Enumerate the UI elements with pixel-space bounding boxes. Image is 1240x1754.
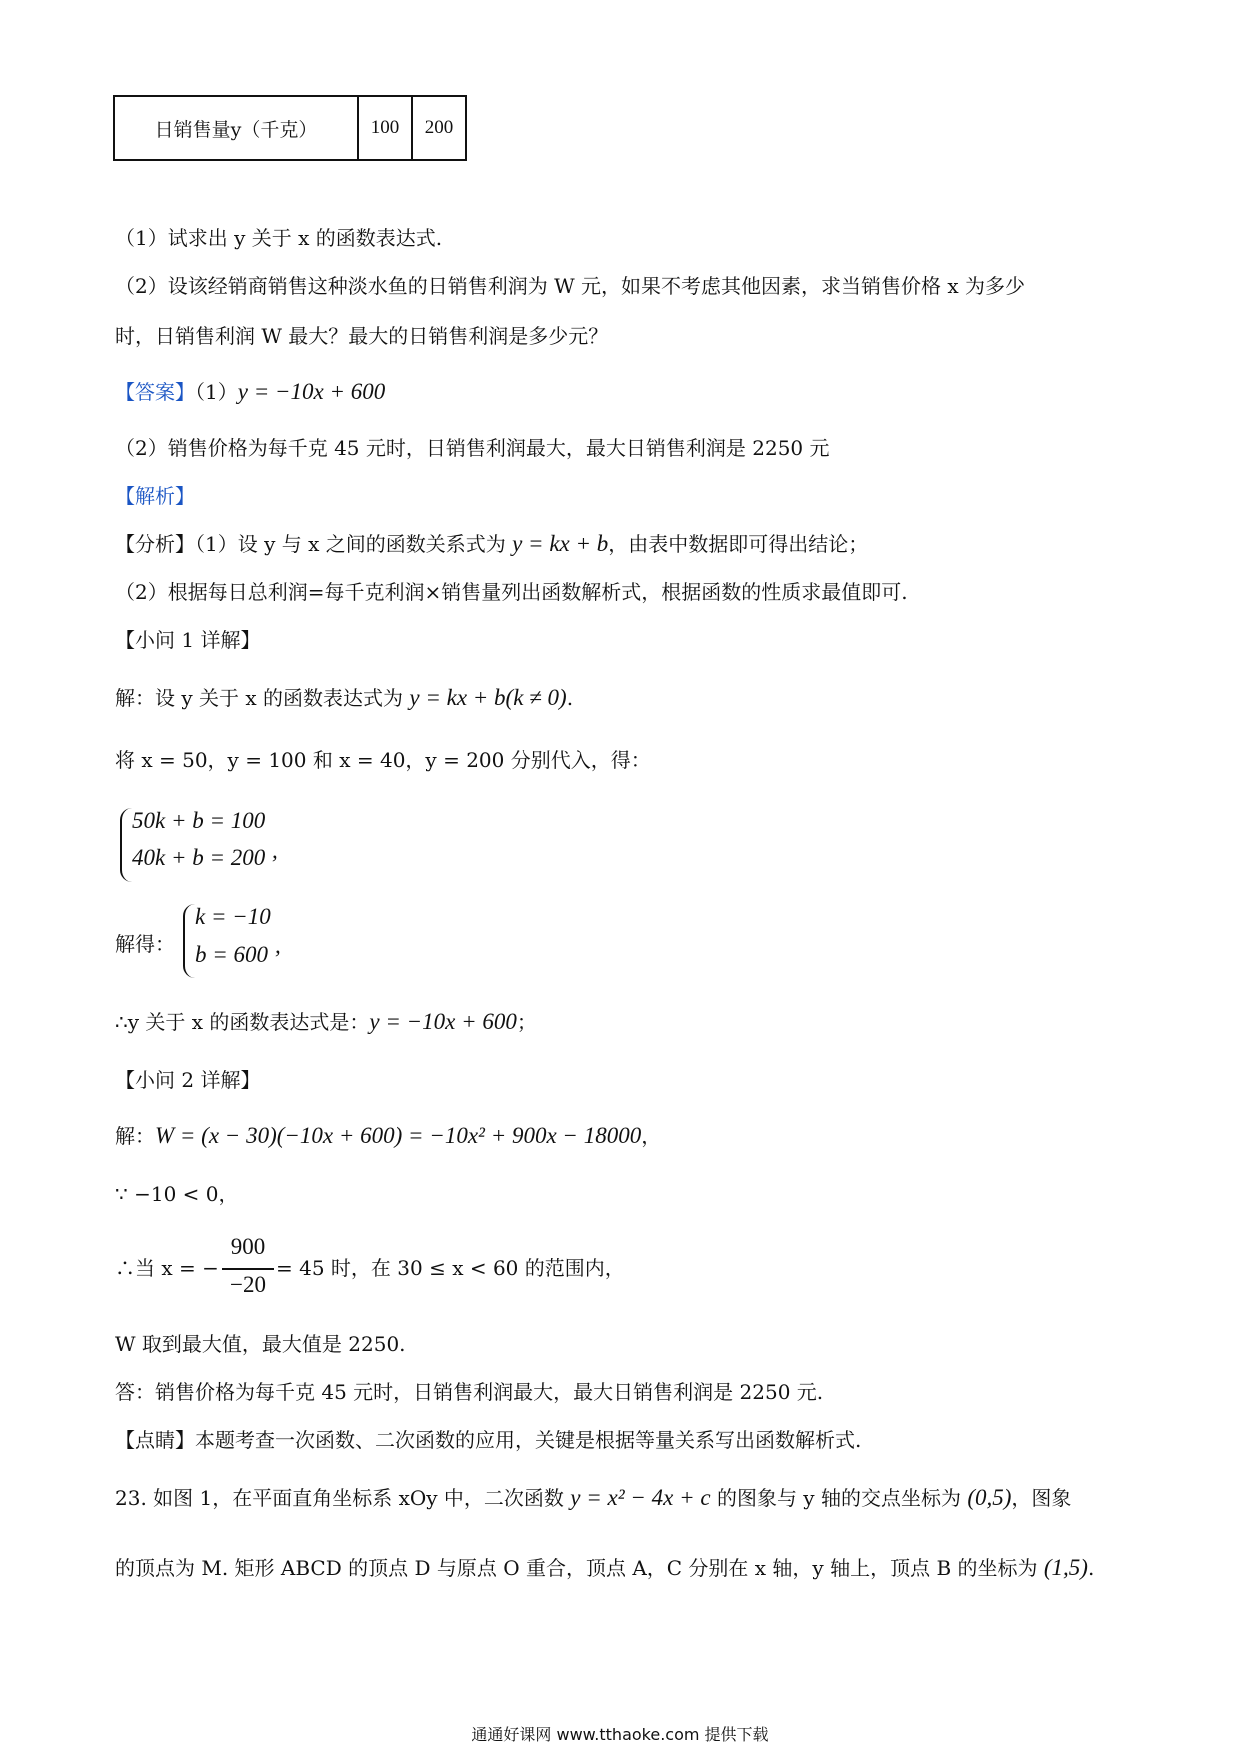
analysis-1-formula: y = kx + b (512, 531, 609, 556)
q23-l1-point: (0,5) (967, 1485, 1012, 1510)
system-2-eq-1: k = −10 (195, 904, 271, 929)
conclusion-text: ∴y 关于 x 的函数表达式是： (115, 1010, 370, 1034)
sales-table (113, 95, 467, 161)
fraction-bar (222, 1268, 274, 1270)
part1-l1-formula: y = kx + b(k ≠ 0) (409, 685, 567, 710)
part2-w-line (115, 1122, 661, 1150)
analysis-label: 【解析】 (115, 484, 195, 508)
part1-l1-text: 解：设 y 关于 x 的函数表达式为 (115, 686, 410, 710)
q23-line-2 (115, 1554, 1094, 1582)
system-2-comma: , (275, 933, 281, 958)
q23-l2-end: . (1087, 1556, 1095, 1580)
part2-when-prefix: ∴当 x = − (115, 1256, 219, 1280)
table-value-200: 200 (412, 96, 466, 160)
analysis-1-text: 【分析】（1）设 y 与 x 之间的函数关系式为 (115, 532, 513, 556)
part1-line-1 (115, 684, 573, 712)
system-1-eq-1: 50k + b = 100 (132, 808, 266, 833)
page-footer: 通通好课网 www.tthaoke.com 提供下载 (471, 1725, 769, 1744)
answer-line-1 (115, 378, 385, 406)
part2-final-answer: 答：销售价格为每千克 45 元时，日销售利润最大，最大日销售利润是 2250 元. (115, 1380, 824, 1404)
w-formula: W = (x − 30)(−10x + 600) = −10x² + 900x − 18000 (155, 1123, 642, 1148)
part1-heading: 【小问 1 详解】 (115, 628, 261, 652)
question-2-line1: （2）设该经销商销售这种淡水鱼的日销售利润为 W 元，如果不考虑其他因素，求当销售价格 x 为多少 (115, 274, 1025, 298)
part2-when-mid: = 45 时，在 30 ≤ x < 60 的范围内， (276, 1256, 625, 1280)
answer-label: 【答案】 (115, 380, 195, 404)
analysis-1-end: ，由表中数据即可得出结论； (608, 532, 869, 556)
q23-l1-formula: y = x² − 4x + c (570, 1485, 711, 1510)
q23-line-1 (115, 1484, 1071, 1512)
conclusion-end: ； (516, 1010, 537, 1034)
dianjing: 【点睛】本题考查一次函数、二次函数的应用，关键是根据等量关系写出函数解析式. (115, 1428, 862, 1452)
system-2-brace (183, 904, 195, 978)
fraction-numerator: 900 (230, 1234, 266, 1259)
table-value-100: 100 (358, 96, 412, 160)
answer-1-formula: y = −10x + 600 (237, 379, 386, 404)
system-2-eq-2: b = 600 (195, 942, 269, 967)
part1-l1-end: . (566, 686, 574, 710)
q23-l1-mid: 的图象与 y 轴的交点坐标为 (710, 1486, 968, 1510)
part2-since: ∵ −10 < 0， (115, 1182, 239, 1206)
w-label: 解： (115, 1124, 155, 1148)
analysis-line-1 (115, 530, 868, 558)
answer-1-prefix: （1） (195, 380, 238, 404)
question-1: （1）试求出 y 关于 x 的函数表达式. (115, 226, 443, 250)
answer-2: （2）销售价格为每千克 45 元时，日销售利润最大，最大日销售利润是 2250 元 (115, 436, 830, 460)
system-1-eq-2: 40k + b = 200 (132, 845, 266, 870)
question-2-line2: 时，日销售利润 W 最大？最大的日销售利润是多少元？ (115, 324, 609, 348)
system-1-comma: , (272, 838, 278, 863)
part2-heading: 【小问 2 详解】 (115, 1068, 261, 1092)
w-end: ， (641, 1124, 662, 1148)
part1-conclusion (115, 1008, 537, 1036)
system-1-brace (120, 808, 132, 882)
part1-line-2: 将 x = 50，y = 100 和 x = 40，y = 200 分别代入，得： (115, 748, 651, 772)
q23-l2-point: (1,5) (1043, 1555, 1088, 1580)
q23-l1-text: 23. 如图 1，在平面直角坐标系 xOy 中，二次函数 (115, 1486, 571, 1510)
part2-max-line: W 取到最大值，最大值是 2250. (115, 1332, 406, 1356)
table-header-cell: 日销售量y（千克） (114, 96, 358, 160)
q23-l1-end: ，图象 (1011, 1486, 1072, 1510)
analysis-line-2: （2）根据每日总利润=每千克利润×销售量列出函数解析式，根据函数的性质求最值即可. (115, 580, 908, 604)
conclusion-formula: y = −10x + 600 (369, 1009, 517, 1034)
solve-label: 解得： (115, 932, 175, 956)
fraction-denominator: −20 (230, 1272, 266, 1297)
q23-l2-text: 的顶点为 M. 矩形 ABCD 的顶点 D 与原点 O 重合，顶点 A，C 分别在 x 轴，y 轴上，顶点 B 的坐标为 (115, 1556, 1044, 1580)
